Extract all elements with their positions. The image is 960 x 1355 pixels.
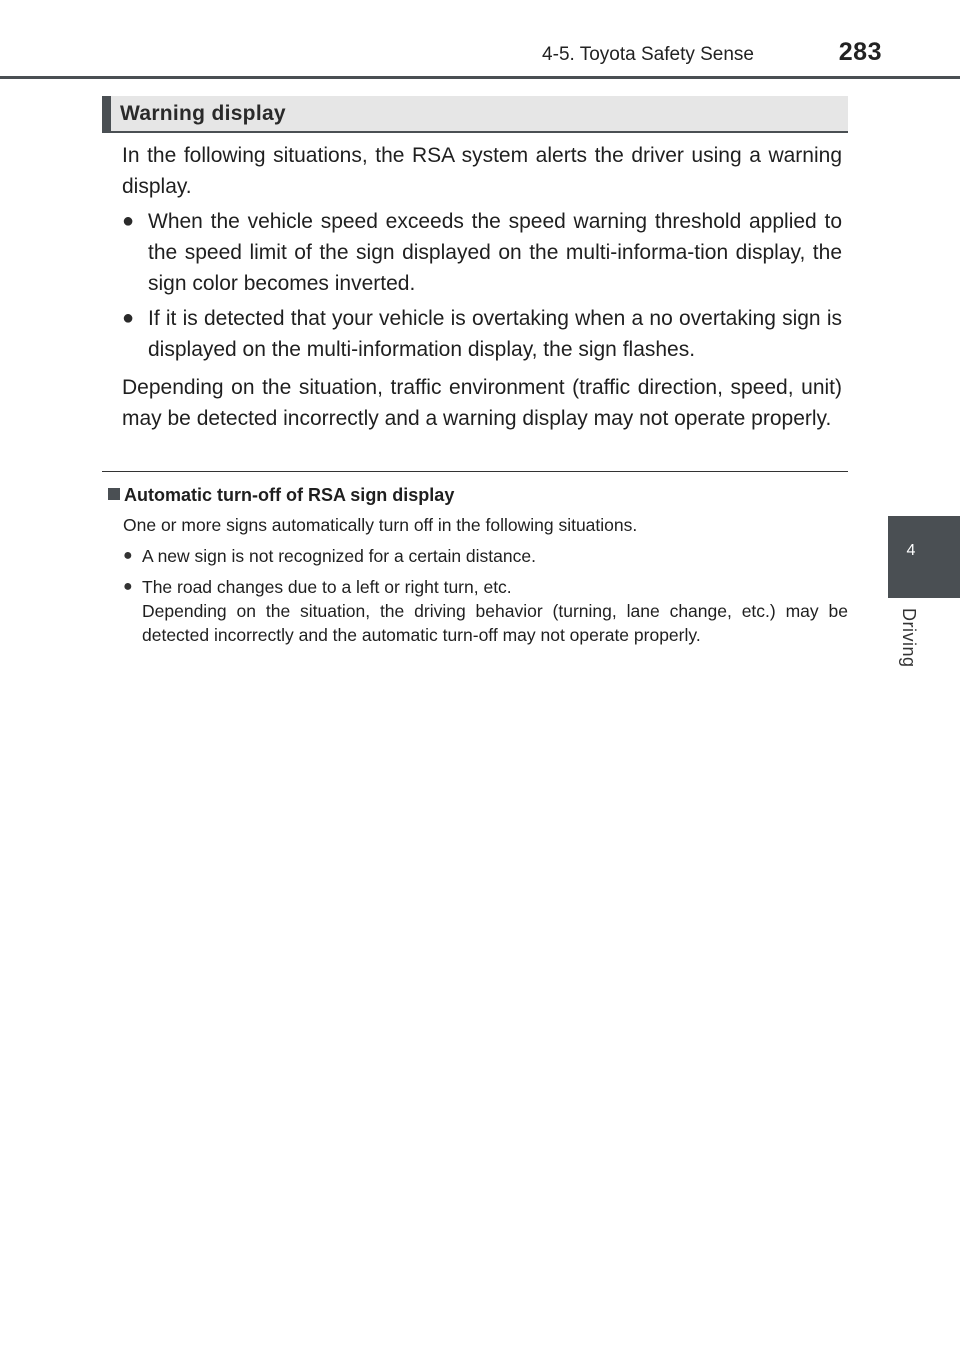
subsection-intro: One or more signs automatically turn off in the following situations. (123, 515, 638, 535)
chapter-label (898, 608, 922, 688)
list-item-note: Depending on the situation, the driving behavior (turning, lane change, etc.) may be detected incorrectly and the automatic turn-off may not operate properly. (142, 601, 848, 645)
list-item (122, 303, 842, 365)
chapter-tab[interactable] (888, 516, 960, 598)
list-item (123, 544, 848, 568)
list-item-text: If it is detected that your vehicle is overtaking when a no overtaking sign is displayed on the multi-information display, the sign flashes. (148, 307, 842, 361)
chapter-label-text: Driving (899, 608, 919, 668)
header-rule (0, 76, 960, 79)
subsection-heading-text: Automatic turn-off of RSA sign display (124, 485, 455, 505)
page-header (0, 0, 960, 80)
section-divider (102, 471, 848, 472)
page-number: 283 (838, 38, 882, 66)
square-bullet-icon (108, 488, 120, 500)
subsection-heading (108, 482, 848, 508)
list-item-text: A new sign is not recognized for a certain distance. (142, 546, 536, 566)
section-heading-bar (102, 96, 848, 133)
bullet-icon: ● (122, 307, 135, 329)
section-heading: Warning display (120, 102, 286, 125)
list-item (123, 575, 848, 647)
closing-paragraph: Depending on the situation, traffic environment (traffic direction, speed, unit) may be detected incorrectly and a warning display may not operate properly. (122, 376, 842, 430)
auto-turnoff-section (108, 482, 848, 647)
list-item-text: When the vehicle speed exceeds the speed warning threshold applied to the speed limit of the sign displayed on the multi-informa-tion display, the sign color becomes inverted. (148, 210, 842, 295)
bullet-icon: ● (123, 547, 133, 564)
intro-paragraph: In the following situations, the RSA system alerts the driver using a warning display. (122, 144, 842, 198)
bullet-icon: ● (123, 578, 133, 595)
bullet-icon: ● (122, 210, 135, 232)
list-item-text: The road changes due to a left or right turn, etc. (142, 577, 512, 597)
warning-section-body (122, 140, 842, 434)
section-title: 4-5. Toyota Safety Sense (542, 44, 754, 65)
chapter-number: 4 (906, 542, 916, 559)
heading-accent (102, 96, 111, 133)
list-item (122, 206, 842, 299)
subsection-body (108, 513, 848, 647)
